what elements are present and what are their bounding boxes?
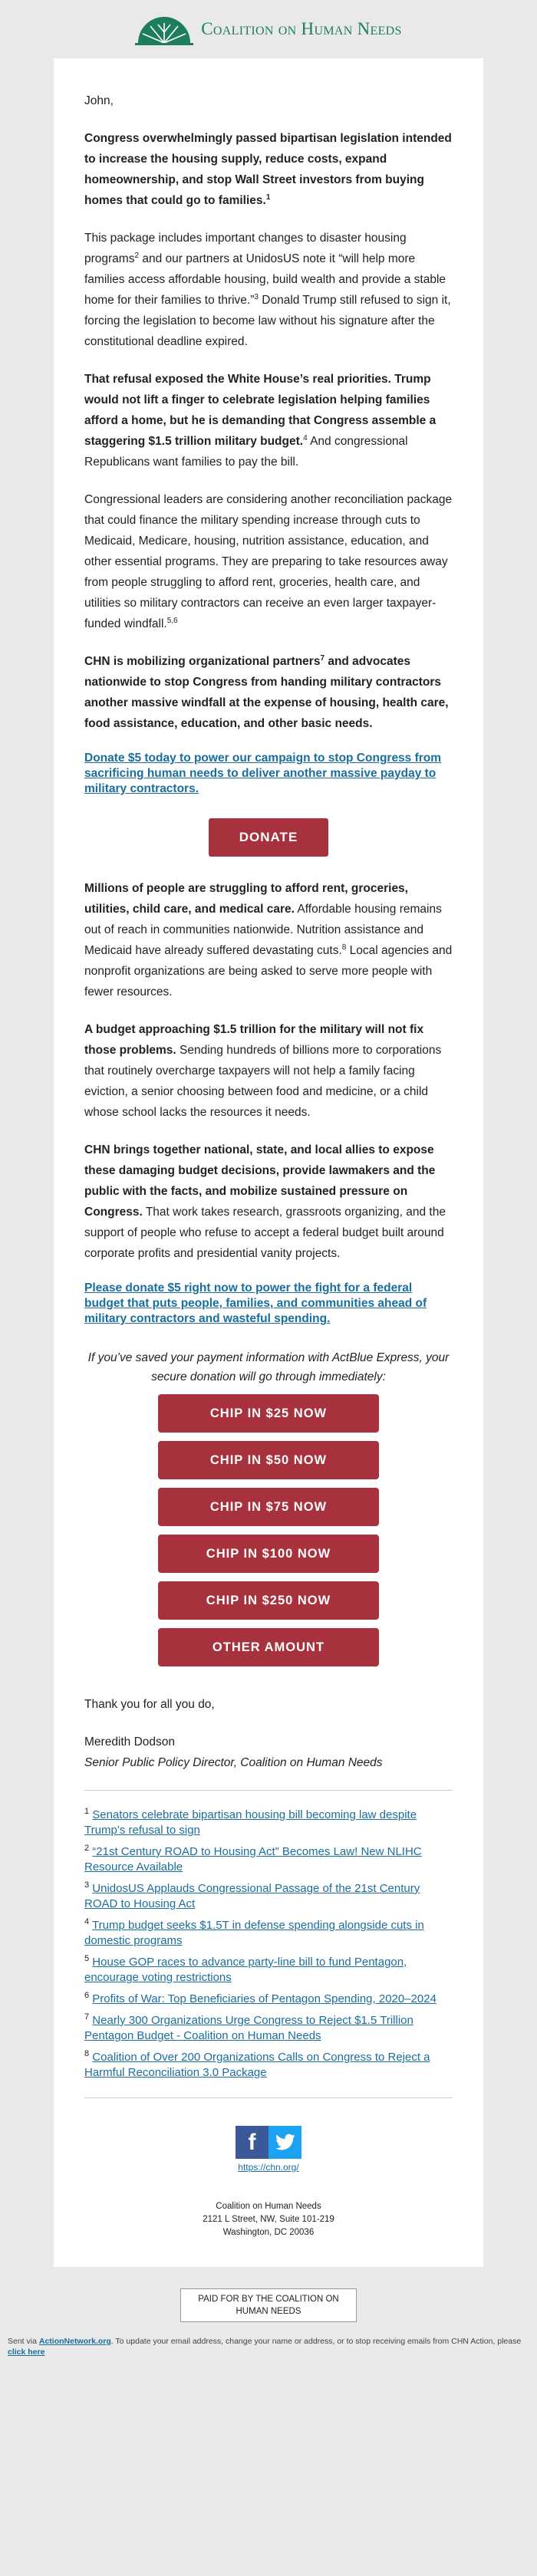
footnote-number: 7 — [84, 2012, 90, 2022]
social-icons — [84, 2126, 453, 2159]
greeting: John, — [84, 94, 114, 107]
divider — [84, 2097, 453, 2098]
signature — [84, 1694, 453, 1773]
footnote-number: 2 — [84, 1844, 90, 1853]
paragraph-text: Sending hundreds of billions more to corporations that routinely overcharge taxpayers will not help a family facing eviction, a senior choosing between food and medicine, or a child whose school lacks the resources it needs. — [84, 1044, 442, 1119]
paid-for-wrap — [0, 2288, 537, 2322]
footnote-item — [84, 1955, 453, 1985]
paragraph-text: Affordable housing remains out of reach in communities nationwide. Nutrition assistance and Medicaid have already suffered devastating cuts. — [84, 903, 442, 957]
footnote-number: 3 — [84, 1880, 90, 1890]
paid-for-disclaimer: PAID FOR BY THE COALITION ON HUMAN NEEDS — [180, 2288, 357, 2322]
footnote-ref: 4 — [303, 433, 308, 442]
unsubscribe-link[interactable]: click here — [8, 2347, 45, 2357]
signer-name: Meredith Dodson — [84, 1735, 176, 1749]
footnote-ref: 5,6 — [166, 616, 178, 625]
chip-in-75-button[interactable]: CHIP IN $75 NOW — [158, 1488, 379, 1526]
chip-in-250-button[interactable]: CHIP IN $250 NOW — [158, 1581, 379, 1620]
paragraph-text: Local agencies and nonprofit organizations are being asked to serve more people with fewer resources. — [84, 944, 453, 998]
action-network-link[interactable]: ActionNetwork.org — [38, 2337, 111, 2346]
paragraph-text: Congressional leaders are considering another reconciliation package that could finance the military spending increase through cuts to Medicaid, Medicare, housing, nutrition assistance, education, and other essential programs. They are preparing to take resources away from people struggling to afford rent, groceries, health care, and utilities so military contractors can receive an even larger taxpayer-funded windfall. — [84, 493, 453, 630]
chn-website-link[interactable]: https://chn.org/ — [238, 2162, 299, 2173]
footnote-link[interactable]: Nearly 300 Organizations Urge Congress to Reject $1.5 Trillion Pentagon Budget - Coalition on Human Needs — [84, 2014, 413, 2042]
footnote-ref: 8 — [341, 943, 347, 952]
footnote-item — [84, 1844, 453, 1875]
paragraph-text: and our partners at UnidosUS note it “will help more families access affordable housing, build wealth and provide a stable home for their families to thrive.” — [84, 252, 446, 307]
mailing-address — [84, 2200, 453, 2239]
paragraph-bold-text: That refusal exposed the White House’s real priorities. Trump would not lift a finger to celebrate legislation helping families afford a home, but he is demanding that Congress assemble a staggering $1.5 trillion military budget. — [84, 373, 437, 448]
paragraph-text: This package includes important changes to disaster housing programs — [84, 232, 407, 265]
paragraph-bold-text: and advocates nationwide to stop Congress from handing military contractors another massive windfall at the expense of housing, health care, food assistance, education, and other basic needs. — [84, 655, 449, 730]
paragraph-budget — [84, 1019, 453, 1123]
footnote-item — [84, 1808, 453, 1838]
paragraph-bold-text: CHN is mobilizing organizational partners — [84, 655, 321, 668]
footnote-link[interactable]: “21st Century ROAD to Housing Act” Becomes Law! New NLIHC Resource Available — [84, 1845, 422, 1874]
footnote-item — [84, 1881, 453, 1912]
footnote-link[interactable]: Profits of War: Top Beneficiaries of Pentagon Spending, 2020–2024 — [92, 1992, 437, 2005]
footnote-number: 6 — [84, 1991, 90, 2000]
footer-text: Sent via — [8, 2337, 39, 2346]
chip-in-100-button[interactable]: CHIP IN $100 NOW — [158, 1535, 379, 1573]
footnote-link[interactable]: House GOP races to advance party-line bill to fund Pentagon, encourage voting restrictions — [84, 1956, 407, 1984]
donate-button[interactable]: DONATE — [209, 818, 329, 857]
paragraph-bold-text: A budget approaching $1.5 trillion for the military will not fix those problems. — [84, 1023, 424, 1057]
paragraph-text: Donald Trump still refused to sign it, forcing the legislation to become law without his signature after the constitutional deadline expired. — [84, 294, 451, 348]
footnote-number: 1 — [84, 1807, 90, 1816]
email-header — [0, 0, 537, 58]
paragraph-mobilizing — [84, 651, 453, 734]
paragraph-text: And congressional Republicans want families to pay the bill. — [84, 435, 408, 469]
org-name: Coalition on Human Needs — [201, 19, 402, 38]
footnote-ref: 1 — [265, 192, 271, 202]
twitter-icon[interactable] — [268, 2126, 301, 2159]
paragraph-reconciliation — [84, 489, 453, 634]
footnote-ref: 2 — [134, 251, 140, 260]
paragraph-intro-text: Congress overwhelmingly passed bipartisan legislation intended to increase the housing supply, reduce costs, expand homeownership, and stop Wall Street investors from buying homes that could go to families. — [84, 132, 452, 207]
address-line: 2121 L Street, NW, Suite 101-219 — [203, 2215, 334, 2224]
signer-title: Senior Public Policy Director, Coalition on Human Needs — [84, 1756, 383, 1769]
footnote-ref: 7 — [320, 653, 325, 663]
paragraph-bold-text: CHN brings together national, state, and local allies to expose these damaging budget decisions, provide lawmakers and the public with the facts, and mobilize sustained pressure on Congress. — [84, 1143, 436, 1219]
chip-in-50-button[interactable]: CHIP IN $50 NOW — [158, 1441, 379, 1479]
footnote-link[interactable]: Trump budget seeks $1.5T in defense spending alongside cuts in domestic programs — [84, 1919, 424, 1947]
footnote-number: 4 — [84, 1917, 90, 1926]
footnote-ref: 3 — [254, 292, 259, 301]
paragraph-struggling — [84, 878, 453, 1002]
divider — [84, 1790, 453, 1791]
twitter-bird-icon — [275, 2134, 296, 2152]
footer-text: . To update your email address, change your name or address, or to stop receiving emails from CHN Action, please — [110, 2337, 522, 2346]
address-line: Coalition on Human Needs — [216, 2202, 321, 2211]
footnote-item — [84, 1918, 453, 1949]
paragraph-package — [84, 228, 453, 352]
chip-in-buttons — [84, 1394, 453, 1666]
address-line: Washington, DC 20036 — [222, 2228, 315, 2237]
footnote-link[interactable]: Senators celebrate bipartisan housing bill becoming law despite Trump’s refusal to sign — [84, 1808, 417, 1837]
footnote-item — [84, 2050, 453, 2081]
email-footer — [0, 2336, 537, 2373]
donate-link-campaign[interactable]: Donate $5 today to power our campaign to stop Congress from sacrificing human needs to deliver another massive payday to military contractors. — [84, 752, 442, 795]
footnote-link[interactable]: UnidosUS Applauds Congressional Passage of the 21st Century ROAD to Housing Act — [84, 1882, 420, 1910]
footnotes — [84, 1808, 453, 2081]
facebook-icon[interactable]: f — [236, 2126, 268, 2159]
social-links — [84, 2126, 453, 2173]
footnote-link[interactable]: Coalition of Over 200 Organizations Calls on Congress to Reject a Harmful Reconciliation 3.0 Package — [84, 2051, 430, 2079]
email-body — [54, 58, 483, 2267]
footnote-number: 8 — [84, 2049, 90, 2058]
paragraph-intro — [84, 128, 453, 211]
chip-in-25-button[interactable]: CHIP IN $25 NOW — [158, 1394, 379, 1433]
paragraph-text: That work takes research, grassroots organizing, and the support of people who refuse to accept a federal budget built around corporate profits and presidential vanity projects. — [84, 1206, 446, 1260]
donate-link-federal-budget[interactable]: Please donate $5 right now to power the fight for a federal budget that puts people, families, and communities ahead of military contractors and wasteful spending. — [84, 1281, 427, 1325]
footnote-number: 5 — [84, 1954, 90, 1963]
actblue-note: If you’ve saved your payment information with ActBlue Express, your secure donation will go through immediately: — [87, 1351, 450, 1383]
thanks-line: Thank you for all you do, — [84, 1698, 215, 1711]
other-amount-button[interactable]: OTHER AMOUNT — [158, 1628, 379, 1666]
donate-button-wrap — [84, 818, 453, 857]
paragraph-refusal — [84, 369, 453, 472]
footnote-item — [84, 2013, 453, 2044]
tree-logo-icon — [135, 12, 193, 46]
footnote-item — [84, 1992, 453, 2007]
paragraph-allies — [84, 1140, 453, 1264]
paragraph-bold-text: Millions of people are struggling to afford rent, groceries, utilities, child care, and medical care. — [84, 882, 408, 916]
